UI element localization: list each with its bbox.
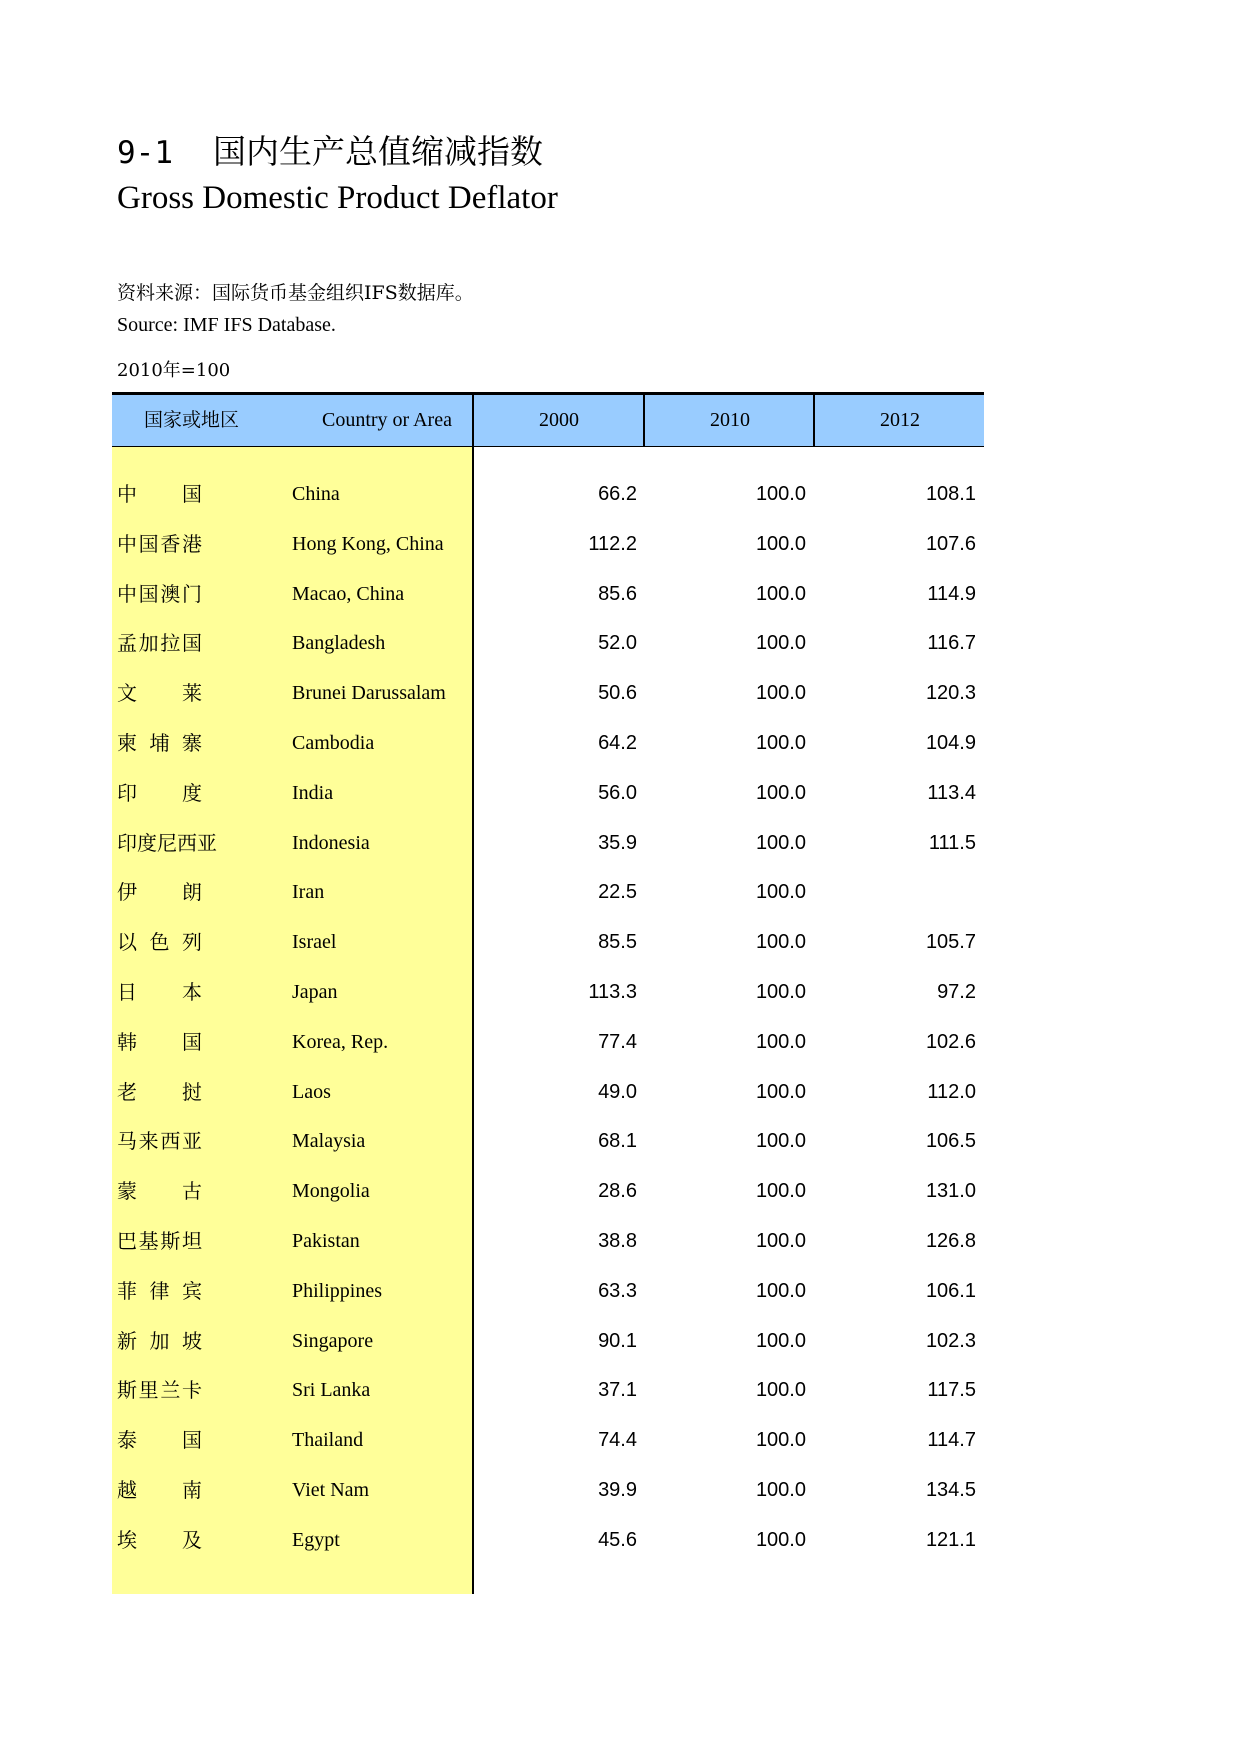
table-row [112,1017,984,1067]
country-name-en: Bangladesh [292,632,386,655]
value-2010: 100.0 [755,1080,806,1103]
country-name-cn: 柬埔寨 [117,731,202,755]
value-2010: 100.0 [755,483,806,505]
value-2000: 52.0 [598,632,637,655]
table-row [112,1365,984,1415]
value-2000: 28.6 [598,1180,637,1203]
table-row [112,668,984,718]
country-name-en: Hong Kong, China [292,532,444,555]
source-note-en: Source: IMF IFS Database. [117,314,336,336]
value-2000: 85.6 [598,582,637,605]
country-name-en: India [292,781,334,804]
value-2010: 100.0 [755,1130,806,1153]
table-row [112,469,984,519]
value-2012: 106.1 [925,1279,976,1302]
table-row [112,917,984,967]
country-name-en: Brunei Darussalam [292,682,446,705]
table-row [112,818,984,868]
title-cn-text: 国内生产总值缩减指数 [213,132,543,171]
value-2000: 64.2 [598,732,637,754]
country-name-en: China [292,483,340,505]
value-2012: 113.4 [927,781,976,804]
page-title-en: Gross Domestic Product Deflator [117,180,558,216]
country-name-en: Japan [292,981,338,1003]
country-name-en: Malaysia [292,1130,366,1153]
value-2010: 100.0 [755,1379,806,1402]
value-2000: 50.6 [598,682,637,705]
value-2010: 100.0 [755,732,806,754]
country-name-cn: 巴基斯坦 [117,1229,202,1253]
value-2012: 121.1 [925,1528,976,1551]
value-2012: 102.3 [925,1329,976,1352]
value-2012: 105.7 [925,931,976,954]
country-name-cn: 中国香港 [117,531,202,556]
value-2012: 126.8 [925,1230,976,1252]
table-header [112,392,984,447]
page-title-cn [117,126,543,173]
value-2000: 85.5 [598,931,637,954]
value-2000: 74.4 [598,1429,637,1452]
value-2012: 107.6 [925,532,976,555]
value-2010: 100.0 [755,781,806,804]
header-year-2012: 2012 [880,409,920,431]
country-name-en: Philippines [292,1279,383,1302]
value-2012: 134.5 [925,1479,976,1501]
country-name-cn: 伊朗 [117,880,202,905]
country-name-cn: 埃及 [117,1527,202,1552]
country-name-cn: 孟加拉国 [117,631,202,656]
value-2012 [856,867,976,917]
table-row [112,618,984,668]
country-name-en: Korea, Rep. [292,1030,389,1053]
value-2012: 108.1 [925,483,976,505]
value-2000: 63.3 [598,1279,637,1302]
table-row [112,569,984,619]
value-2000: 66.2 [598,483,637,505]
table-row [112,967,984,1017]
value-2012: 114.7 [927,1429,976,1452]
value-2010: 100.0 [755,981,806,1003]
value-2000: 38.8 [598,1230,637,1252]
value-2012: 117.5 [927,1379,976,1402]
country-name-cn: 印度尼西亚 [117,830,217,855]
table-row [112,768,984,818]
value-2010: 100.0 [755,1429,806,1452]
value-2012: 114.9 [927,582,976,605]
value-2010: 100.0 [755,682,806,705]
value-2000: 22.5 [598,881,637,904]
table-row [112,519,984,569]
table-row [112,1116,984,1166]
table-row [112,718,984,768]
value-2010: 100.0 [755,1180,806,1203]
value-2012: 102.6 [925,1030,976,1053]
table-row [112,1266,984,1316]
value-2000: 112.2 [588,532,637,555]
country-name-cn: 文莱 [117,681,202,706]
header-year-2000: 2000 [539,409,579,431]
value-2010: 100.0 [755,1479,806,1501]
country-name-cn: 马来西亚 [117,1129,202,1154]
table-number: 9-1 [117,135,173,171]
country-name-en: Mongolia [292,1180,370,1203]
country-name-en: Thailand [292,1429,364,1452]
country-name-cn: 新加坡 [117,1328,202,1353]
value-2012: 106.5 [925,1130,976,1153]
value-2010: 100.0 [755,1329,806,1352]
country-name-en: Indonesia [292,831,370,854]
country-name-en: Laos [292,1080,331,1103]
country-name-cn: 中国澳门 [117,581,202,606]
value-2000: 113.3 [588,981,637,1003]
value-2000: 90.1 [598,1329,637,1352]
table-row [112,867,984,917]
value-2012: 104.9 [925,732,976,754]
table-row [112,1515,984,1565]
country-name-en: Iran [292,881,325,904]
country-name-en: Pakistan [292,1230,360,1252]
value-2012: 120.3 [925,682,976,705]
base-year-note: 2010年=100 [117,360,231,381]
value-2010: 100.0 [755,582,806,605]
value-2010: 100.0 [755,632,806,655]
deflator-table [112,392,984,1594]
value-2000: 49.0 [598,1080,637,1103]
table-row [112,1067,984,1117]
value-2000: 56.0 [598,781,637,804]
value-2000: 68.1 [598,1130,637,1153]
value-2010: 100.0 [755,1279,806,1302]
country-name-cn: 印度 [117,780,202,805]
country-name-en: Cambodia [292,732,375,754]
country-name-cn: 中国 [117,482,202,506]
value-2000: 39.9 [598,1479,637,1501]
value-2012: 112.0 [927,1080,976,1103]
value-2010: 100.0 [755,1030,806,1053]
country-name-en: Singapore [292,1329,374,1352]
value-2000: 37.1 [598,1379,637,1402]
value-2010: 100.0 [755,532,806,555]
country-name-cn: 韩国 [117,1029,202,1054]
value-2010: 100.0 [755,931,806,954]
value-2012: 116.7 [927,632,976,655]
table-row [112,1216,984,1266]
value-2010: 100.0 [755,1230,806,1252]
table-body [112,447,984,1594]
value-2000: 45.6 [598,1528,637,1551]
country-name-en: Sri Lanka [292,1379,371,1402]
value-2010: 100.0 [755,881,806,904]
table-row [112,1316,984,1366]
value-2012: 131.0 [925,1180,976,1203]
value-2010: 100.0 [755,831,806,854]
country-name-cn: 以色列 [117,930,202,955]
source-note-cn: 资料来源：国际货币基金组织IFS数据库。 [117,282,474,304]
table-row [112,1415,984,1465]
country-name-cn: 斯里兰卡 [117,1378,202,1403]
value-2010: 100.0 [755,1528,806,1551]
value-2012: 97.2 [937,981,976,1003]
table-row [112,1465,984,1515]
header-country-en: Country or Area [322,409,452,431]
country-name-en: Israel [292,931,337,954]
country-name-en: Macao, China [292,582,405,605]
country-name-cn: 日本 [117,980,202,1004]
value-2000: 77.4 [598,1030,637,1053]
header-country-cn: 国家或地区 [144,409,240,431]
country-name-cn: 泰国 [117,1428,202,1453]
country-name-cn: 蒙古 [117,1179,202,1204]
country-name-en: Egypt [292,1528,340,1551]
country-name-cn: 菲律宾 [117,1278,202,1303]
country-name-cn: 越南 [117,1478,202,1502]
country-name-en: Viet Nam [292,1479,370,1501]
country-name-cn: 老挝 [117,1079,202,1104]
table-row [112,1166,984,1216]
value-2012: 111.5 [928,831,976,854]
header-year-2010: 2010 [710,409,750,431]
value-2000: 35.9 [598,831,637,854]
